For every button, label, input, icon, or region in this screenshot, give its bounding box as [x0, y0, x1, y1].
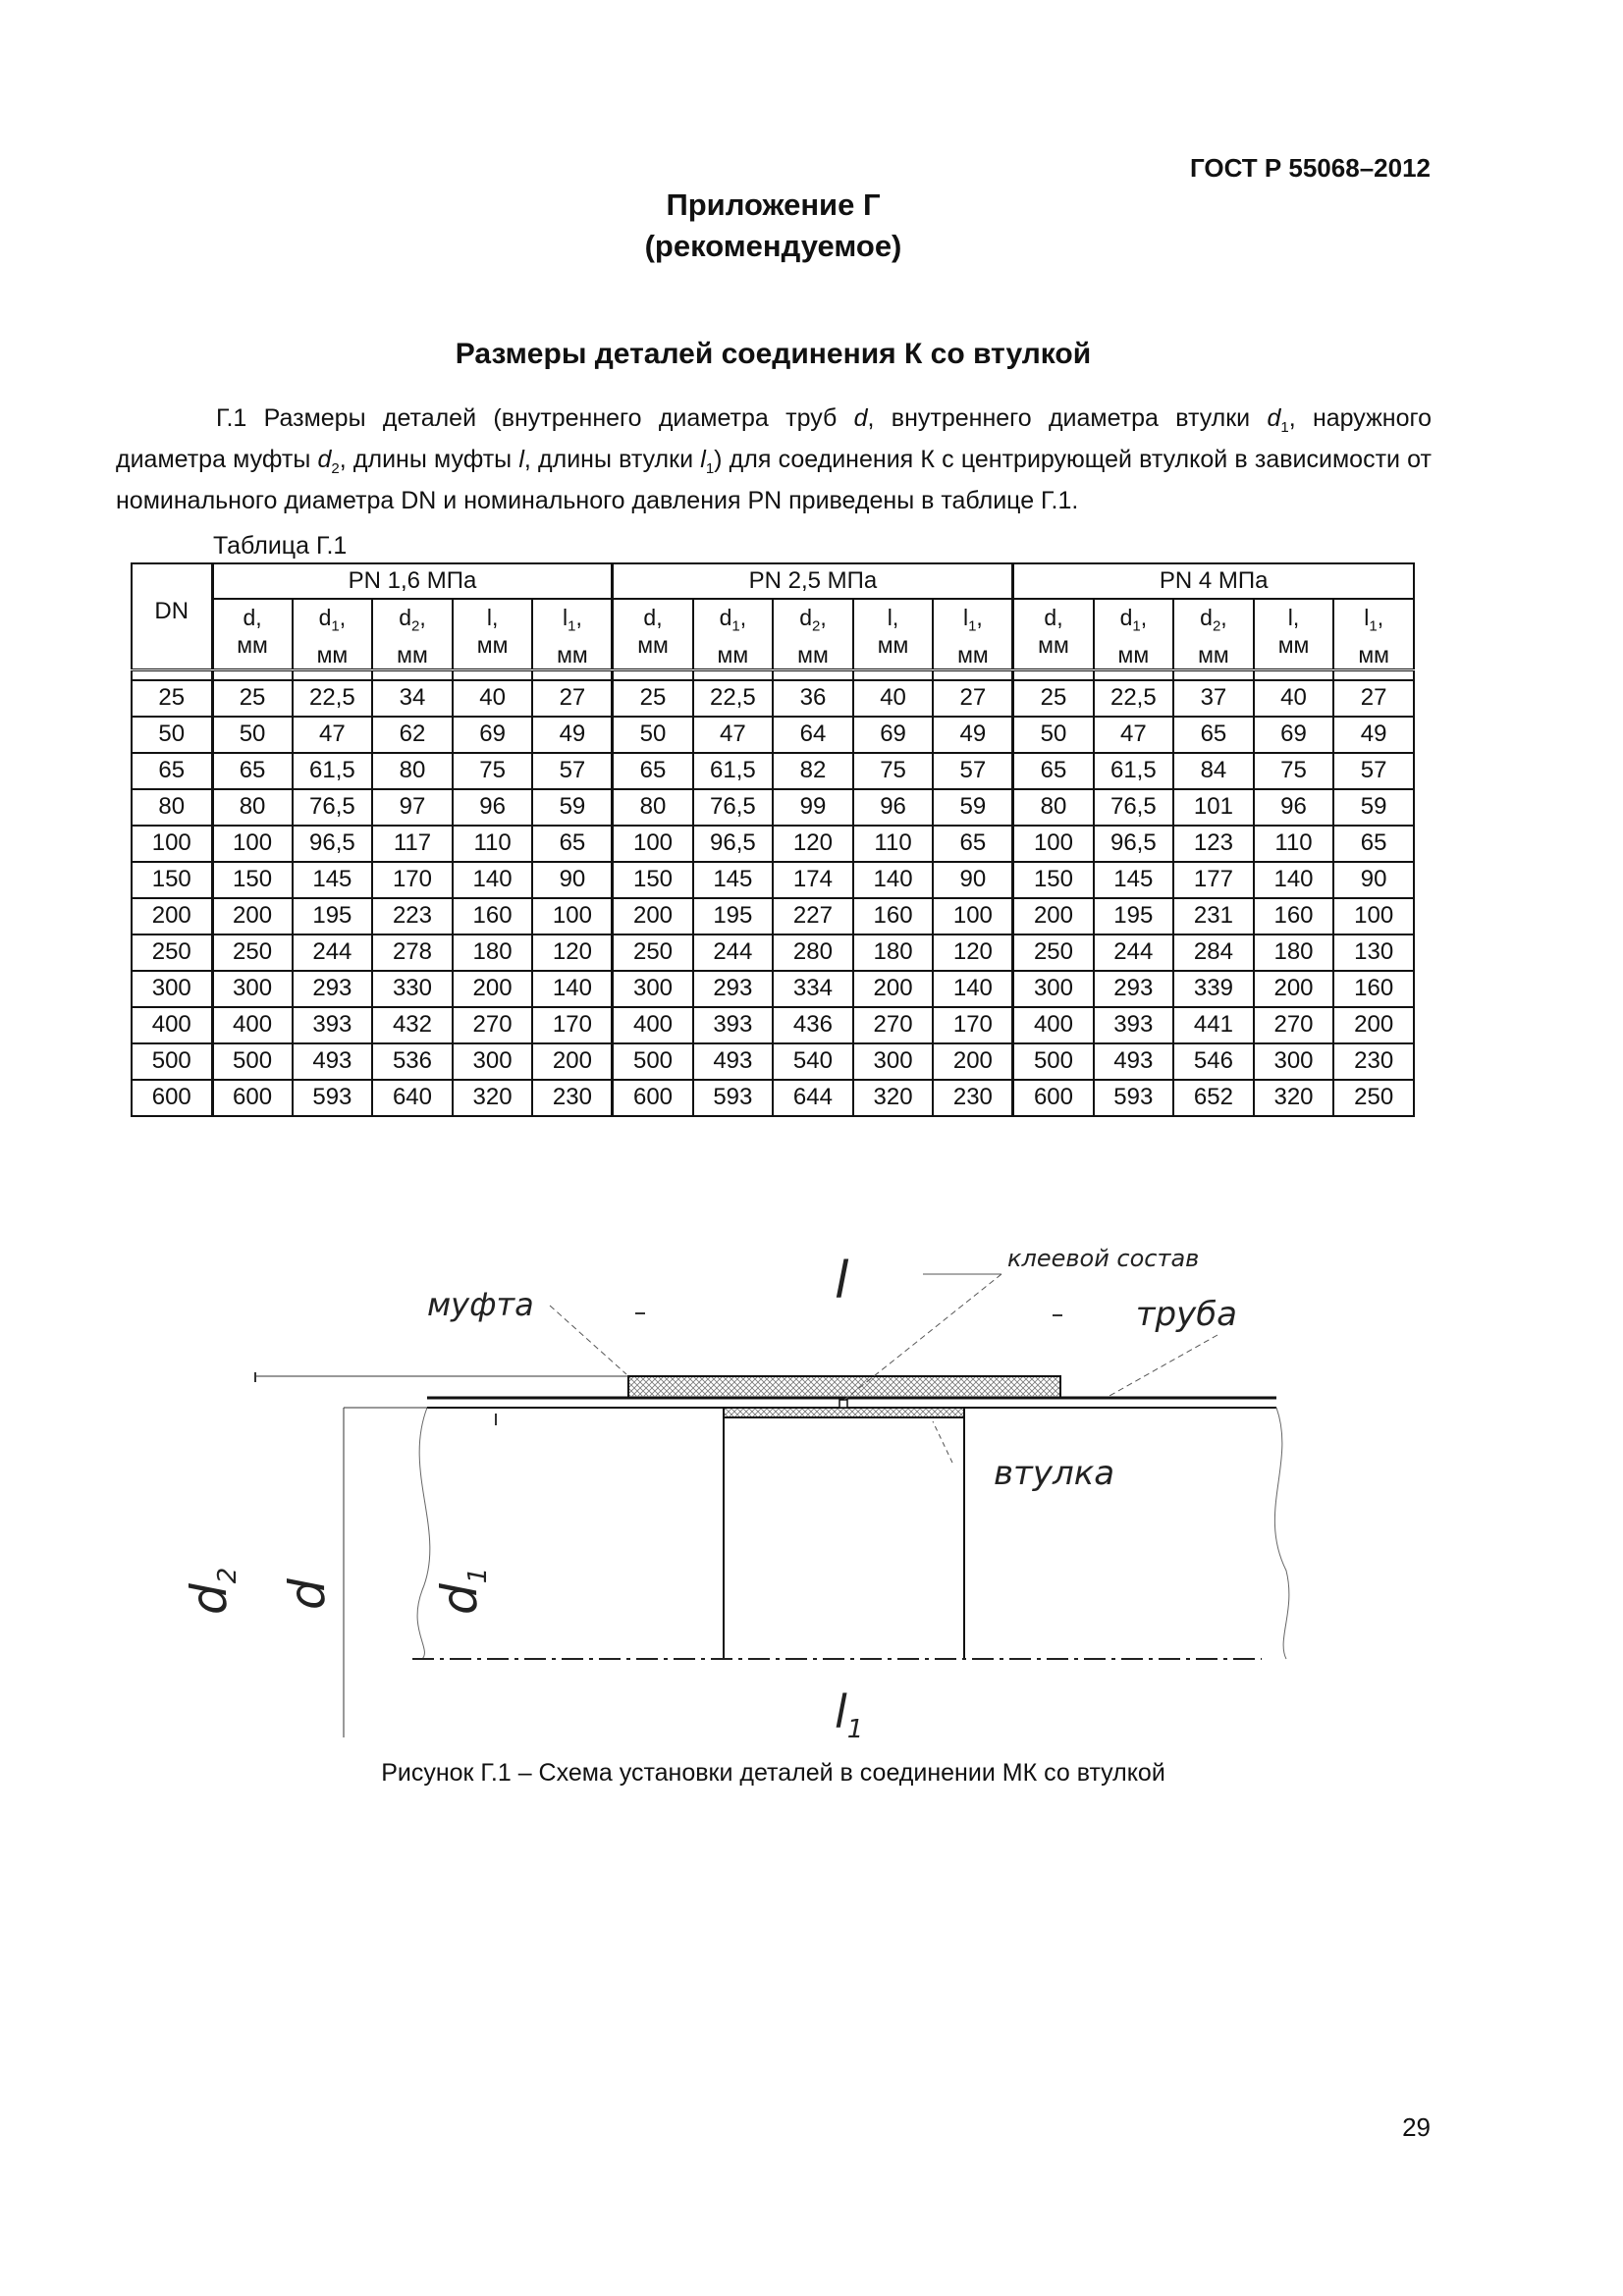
table-cell: 145 [693, 862, 774, 898]
table-cell: 150 [613, 862, 693, 898]
table-cell: 76,5 [293, 789, 373, 826]
table-cell: 300 [1013, 971, 1094, 1007]
table-cell: 300 [453, 1043, 533, 1080]
pn-group-header: PN 1,6 МПа [212, 563, 613, 599]
table-cell: 96,5 [1094, 826, 1174, 862]
label-d2: $d_2$ [181, 1567, 243, 1615]
table-cell: 25 [613, 680, 693, 717]
table-cell: 65 [1333, 826, 1414, 862]
glue-gap [839, 1400, 847, 1408]
table-cell: 110 [853, 826, 934, 862]
table-cell: 320 [453, 1080, 533, 1116]
table-cell: 493 [693, 1043, 774, 1080]
table-cell: 22,5 [293, 680, 373, 717]
table-cell: 200 [933, 1043, 1013, 1080]
table-cell: 57 [532, 753, 613, 789]
table-cell: 200 [1013, 898, 1094, 934]
table-cell: 75 [853, 753, 934, 789]
table-cell: 493 [293, 1043, 373, 1080]
table-row [132, 1007, 1414, 1043]
table-cell: 250 [613, 934, 693, 971]
table-row [132, 753, 1414, 789]
table-cell: 101 [1173, 789, 1254, 826]
table-cell: 293 [1094, 971, 1174, 1007]
table-cell: 652 [1173, 1080, 1254, 1116]
figure-caption: Рисунок Г.1 – Схема установки деталей в соединении МК со втулкой [381, 1759, 1165, 1787]
dn-cell: 25 [132, 680, 212, 717]
column-header: $d_1$, мм [293, 599, 373, 669]
table-cell: 180 [453, 934, 533, 971]
table-cell: 536 [372, 1043, 453, 1080]
table-cell: 97 [372, 789, 453, 826]
pn-group-header: PN 4 МПа [1013, 563, 1414, 599]
table-cell: 145 [1094, 862, 1174, 898]
table-cell: 145 [293, 862, 373, 898]
table-cell: 432 [372, 1007, 453, 1043]
table-cell: 500 [1013, 1043, 1094, 1080]
pipe-wall [417, 1398, 1289, 1659]
table-cell: 546 [1173, 1043, 1254, 1080]
table-cell: 441 [1173, 1007, 1254, 1043]
table-caption: Таблица Г.1 [213, 532, 348, 560]
table-cell: 69 [453, 717, 533, 753]
table-cell: 82 [773, 753, 853, 789]
table-cell: 270 [853, 1007, 934, 1043]
table-cell: 65 [613, 753, 693, 789]
table-cell: 36 [773, 680, 853, 717]
table-cell: 75 [1254, 753, 1334, 789]
pn-group-header: PN 2,5 МПа [613, 563, 1013, 599]
column-header: $l_1$, мм [1333, 599, 1414, 669]
table-cell: 61,5 [293, 753, 373, 789]
table-cell: 140 [532, 971, 613, 1007]
table-cell: 96 [1254, 789, 1334, 826]
table-cell: 493 [1094, 1043, 1174, 1080]
label-l1: $l_1$ [835, 1685, 864, 1744]
table-cell: 100 [933, 898, 1013, 934]
dn-header: DN [132, 563, 212, 669]
table-cell: 140 [1254, 862, 1334, 898]
table-cell: 22,5 [693, 680, 774, 717]
table-cell: 110 [453, 826, 533, 862]
table-cell: 76,5 [1094, 789, 1174, 826]
table-cell: 320 [1254, 1080, 1334, 1116]
table-cell: 57 [933, 753, 1013, 789]
column-header: d, мм [613, 599, 693, 669]
table-cell: 223 [372, 898, 453, 934]
standard-number: ГОСТ Р 55068–2012 [1189, 153, 1431, 183]
dn-cell: 250 [132, 934, 212, 971]
column-header: $d_2$, мм [372, 599, 453, 669]
column-header: l, мм [453, 599, 533, 669]
table-cell: 170 [372, 862, 453, 898]
dn-cell: 150 [132, 862, 212, 898]
table-cell: 230 [1333, 1043, 1414, 1080]
table-cell: 40 [1254, 680, 1334, 717]
table-cell: 300 [1254, 1043, 1334, 1080]
table-cell: 600 [1013, 1080, 1094, 1116]
table-cell: 47 [693, 717, 774, 753]
table-cell: 170 [933, 1007, 1013, 1043]
table-cell: 49 [1333, 717, 1414, 753]
table-cell: 140 [853, 862, 934, 898]
table-cell: 600 [212, 1080, 293, 1116]
table-cell: 96,5 [293, 826, 373, 862]
table-cell: 65 [1013, 753, 1094, 789]
table-cell: 120 [933, 934, 1013, 971]
table-cell: 49 [933, 717, 1013, 753]
table-cell: 140 [453, 862, 533, 898]
table-cell: 34 [372, 680, 453, 717]
table-cell: 160 [1333, 971, 1414, 1007]
table-cell: 200 [613, 898, 693, 934]
table-cell: 334 [773, 971, 853, 1007]
dn-cell: 200 [132, 898, 212, 934]
label-d: d [279, 1578, 336, 1610]
table-cell: 61,5 [693, 753, 774, 789]
table-cell: 40 [853, 680, 934, 717]
table-cell: 200 [853, 971, 934, 1007]
page-number: 29 [1402, 2112, 1431, 2142]
table-cell: 37 [1173, 680, 1254, 717]
table-cell: 270 [1254, 1007, 1334, 1043]
table-row [132, 680, 1414, 717]
label-pipe: труба [1135, 1295, 1237, 1334]
pipe-leader [1109, 1335, 1217, 1396]
table-cell: 27 [532, 680, 613, 717]
table-cell: 96,5 [693, 826, 774, 862]
table-cell: 230 [933, 1080, 1013, 1116]
table-cell: 123 [1173, 826, 1254, 862]
table-cell: 80 [613, 789, 693, 826]
table-cell: 64 [773, 717, 853, 753]
table-cell: 320 [853, 1080, 934, 1116]
table-row [132, 971, 1414, 1007]
dn-cell: 65 [132, 753, 212, 789]
table-cell: 160 [1254, 898, 1334, 934]
table-cell: 393 [693, 1007, 774, 1043]
intro-paragraph: Г.1 Размеры деталей (внутреннего диаметра труб d, внутреннего диаметра втулки $d_1$, наружного диаметра муфты $d_2$, длины муфты l, длины втулки $l_1$) для соединения К с центрирующей втулкой в зависимости от номинального диаметра DN и номинального давления PN приведены в таблице Г.1. [116, 404, 1432, 514]
table-cell: 96 [453, 789, 533, 826]
dn-cell: 300 [132, 971, 212, 1007]
dn-cell: 80 [132, 789, 212, 826]
table-cell: 49 [532, 717, 613, 753]
table-cell: 500 [212, 1043, 293, 1080]
appendix-heading [0, 185, 1546, 267]
table-cell: 25 [1013, 680, 1094, 717]
table-cell: 120 [532, 934, 613, 971]
dn-cell: 50 [132, 717, 212, 753]
appendix-title: Приложение Г [666, 187, 881, 222]
table-cell: 117 [372, 826, 453, 862]
table-cell: 195 [293, 898, 373, 934]
table-cell: 27 [1333, 680, 1414, 717]
mufta-leader [550, 1306, 626, 1374]
table-row [132, 717, 1414, 753]
table-cell: 47 [1094, 717, 1174, 753]
table-cell: 400 [1013, 1007, 1094, 1043]
table-cell: 47 [293, 717, 373, 753]
table-row [132, 826, 1414, 862]
column-header: d, мм [1013, 599, 1094, 669]
table-cell: 110 [1254, 826, 1334, 862]
table-row [132, 789, 1414, 826]
label-d1: $d_1$ [431, 1567, 493, 1615]
table-cell: 75 [453, 753, 533, 789]
table-cell: 231 [1173, 898, 1254, 934]
table-cell: 330 [372, 971, 453, 1007]
table-cell: 25 [212, 680, 293, 717]
table-cell: 100 [532, 898, 613, 934]
table-cell: 160 [453, 898, 533, 934]
table-cell: 244 [293, 934, 373, 971]
table-row [132, 1043, 1414, 1080]
table-cell: 59 [532, 789, 613, 826]
table-cell: 300 [212, 971, 293, 1007]
table-cell: 140 [933, 971, 1013, 1007]
table-cell: 180 [1254, 934, 1334, 971]
table-cell: 393 [1094, 1007, 1174, 1043]
table-cell: 130 [1333, 934, 1414, 971]
table-cell: 150 [1013, 862, 1094, 898]
table-cell: 160 [853, 898, 934, 934]
table-cell: 65 [532, 826, 613, 862]
section-title: Размеры деталей соединения К со втулкой [455, 338, 1092, 370]
table-cell: 100 [212, 826, 293, 862]
table-cell: 436 [773, 1007, 853, 1043]
table-cell: 50 [1013, 717, 1094, 753]
appendix-status: (рекомендуемое) [644, 229, 902, 263]
table-cell: 278 [372, 934, 453, 971]
label-glue: клеевой состав [1007, 1245, 1200, 1272]
table-cell: 65 [212, 753, 293, 789]
table-cell: 284 [1173, 934, 1254, 971]
column-header: $d_1$, мм [1094, 599, 1174, 669]
table-cell: 200 [212, 898, 293, 934]
table-cell: 177 [1173, 862, 1254, 898]
table-cell: 180 [853, 934, 934, 971]
table-cell: 59 [1333, 789, 1414, 826]
column-header: $d_1$, мм [693, 599, 774, 669]
table-cell: 84 [1173, 753, 1254, 789]
dimensions-table [131, 562, 1415, 1117]
table-cell: 59 [933, 789, 1013, 826]
table-cell: 65 [933, 826, 1013, 862]
column-header: l, мм [853, 599, 934, 669]
label-mufta: муфта [427, 1286, 534, 1323]
table-cell: 27 [933, 680, 1013, 717]
table-cell: 593 [693, 1080, 774, 1116]
table-cell: 100 [1013, 826, 1094, 862]
table-cell: 40 [453, 680, 533, 717]
table-cell: 195 [693, 898, 774, 934]
table-cell: 640 [372, 1080, 453, 1116]
table-cell: 57 [1333, 753, 1414, 789]
table-cell: 100 [1333, 898, 1414, 934]
table-cell: 150 [212, 862, 293, 898]
table-cell: 80 [372, 753, 453, 789]
table-cell: 600 [613, 1080, 693, 1116]
table-cell: 280 [773, 934, 853, 971]
table-cell: 65 [1173, 717, 1254, 753]
table-cell: 69 [853, 717, 934, 753]
table-cell: 50 [613, 717, 693, 753]
table-cell: 644 [773, 1080, 853, 1116]
bushing-shape [724, 1408, 964, 1417]
table-cell: 200 [532, 1043, 613, 1080]
column-header: l, мм [1254, 599, 1334, 669]
table-cell: 170 [532, 1007, 613, 1043]
table-cell: 300 [853, 1043, 934, 1080]
table-cell: 61,5 [1094, 753, 1174, 789]
table-cell: 200 [453, 971, 533, 1007]
table-cell: 230 [532, 1080, 613, 1116]
table-cell: 300 [613, 971, 693, 1007]
table-cell: 593 [293, 1080, 373, 1116]
table-cell: 200 [1333, 1007, 1414, 1043]
table-cell: 293 [293, 971, 373, 1007]
bushing-leader [933, 1421, 952, 1463]
dn-cell: 600 [132, 1080, 212, 1116]
table-cell: 339 [1173, 971, 1254, 1007]
table-cell: 76,5 [693, 789, 774, 826]
table-cell: 100 [613, 826, 693, 862]
table-cell: 250 [1333, 1080, 1414, 1116]
table-cell: 50 [212, 717, 293, 753]
dn-cell: 500 [132, 1043, 212, 1080]
table-cell: 244 [693, 934, 774, 971]
table-cell: 62 [372, 717, 453, 753]
table-cell: 593 [1094, 1080, 1174, 1116]
column-header: $l_1$, мм [532, 599, 613, 669]
dn-cell: 100 [132, 826, 212, 862]
table-cell: 400 [613, 1007, 693, 1043]
table-cell: 69 [1254, 717, 1334, 753]
table-cell: 96 [853, 789, 934, 826]
table-row [132, 1080, 1414, 1116]
dn-cell: 400 [132, 1007, 212, 1043]
table-cell: 90 [532, 862, 613, 898]
table-row [132, 898, 1414, 934]
table-cell: 500 [613, 1043, 693, 1080]
table-cell: 270 [453, 1007, 533, 1043]
column-header: $d_2$, мм [1173, 599, 1254, 669]
table-row [132, 862, 1414, 898]
table-cell: 120 [773, 826, 853, 862]
table-cell: 400 [212, 1007, 293, 1043]
table-cell: 80 [1013, 789, 1094, 826]
table-cell: 99 [773, 789, 853, 826]
installation-diagram [157, 1217, 1384, 1747]
label-l: l [835, 1252, 849, 1310]
table-cell: 250 [212, 934, 293, 971]
table-cell: 293 [693, 971, 774, 1007]
label-bushing: втулка [994, 1454, 1115, 1493]
coupling-shape [628, 1376, 1060, 1398]
column-header: d, мм [212, 599, 293, 669]
table-cell: 195 [1094, 898, 1174, 934]
table-cell: 244 [1094, 934, 1174, 971]
table-cell: 250 [1013, 934, 1094, 971]
table-row [132, 934, 1414, 971]
table-cell: 80 [212, 789, 293, 826]
table-cell: 200 [1254, 971, 1334, 1007]
column-header: $d_2$, мм [773, 599, 853, 669]
column-header: $l_1$, мм [933, 599, 1013, 669]
table-cell: 393 [293, 1007, 373, 1043]
table-cell: 540 [773, 1043, 853, 1080]
table-cell: 174 [773, 862, 853, 898]
table-cell: 22,5 [1094, 680, 1174, 717]
table-cell: 90 [1333, 862, 1414, 898]
table-cell: 227 [773, 898, 853, 934]
table-cell: 90 [933, 862, 1013, 898]
